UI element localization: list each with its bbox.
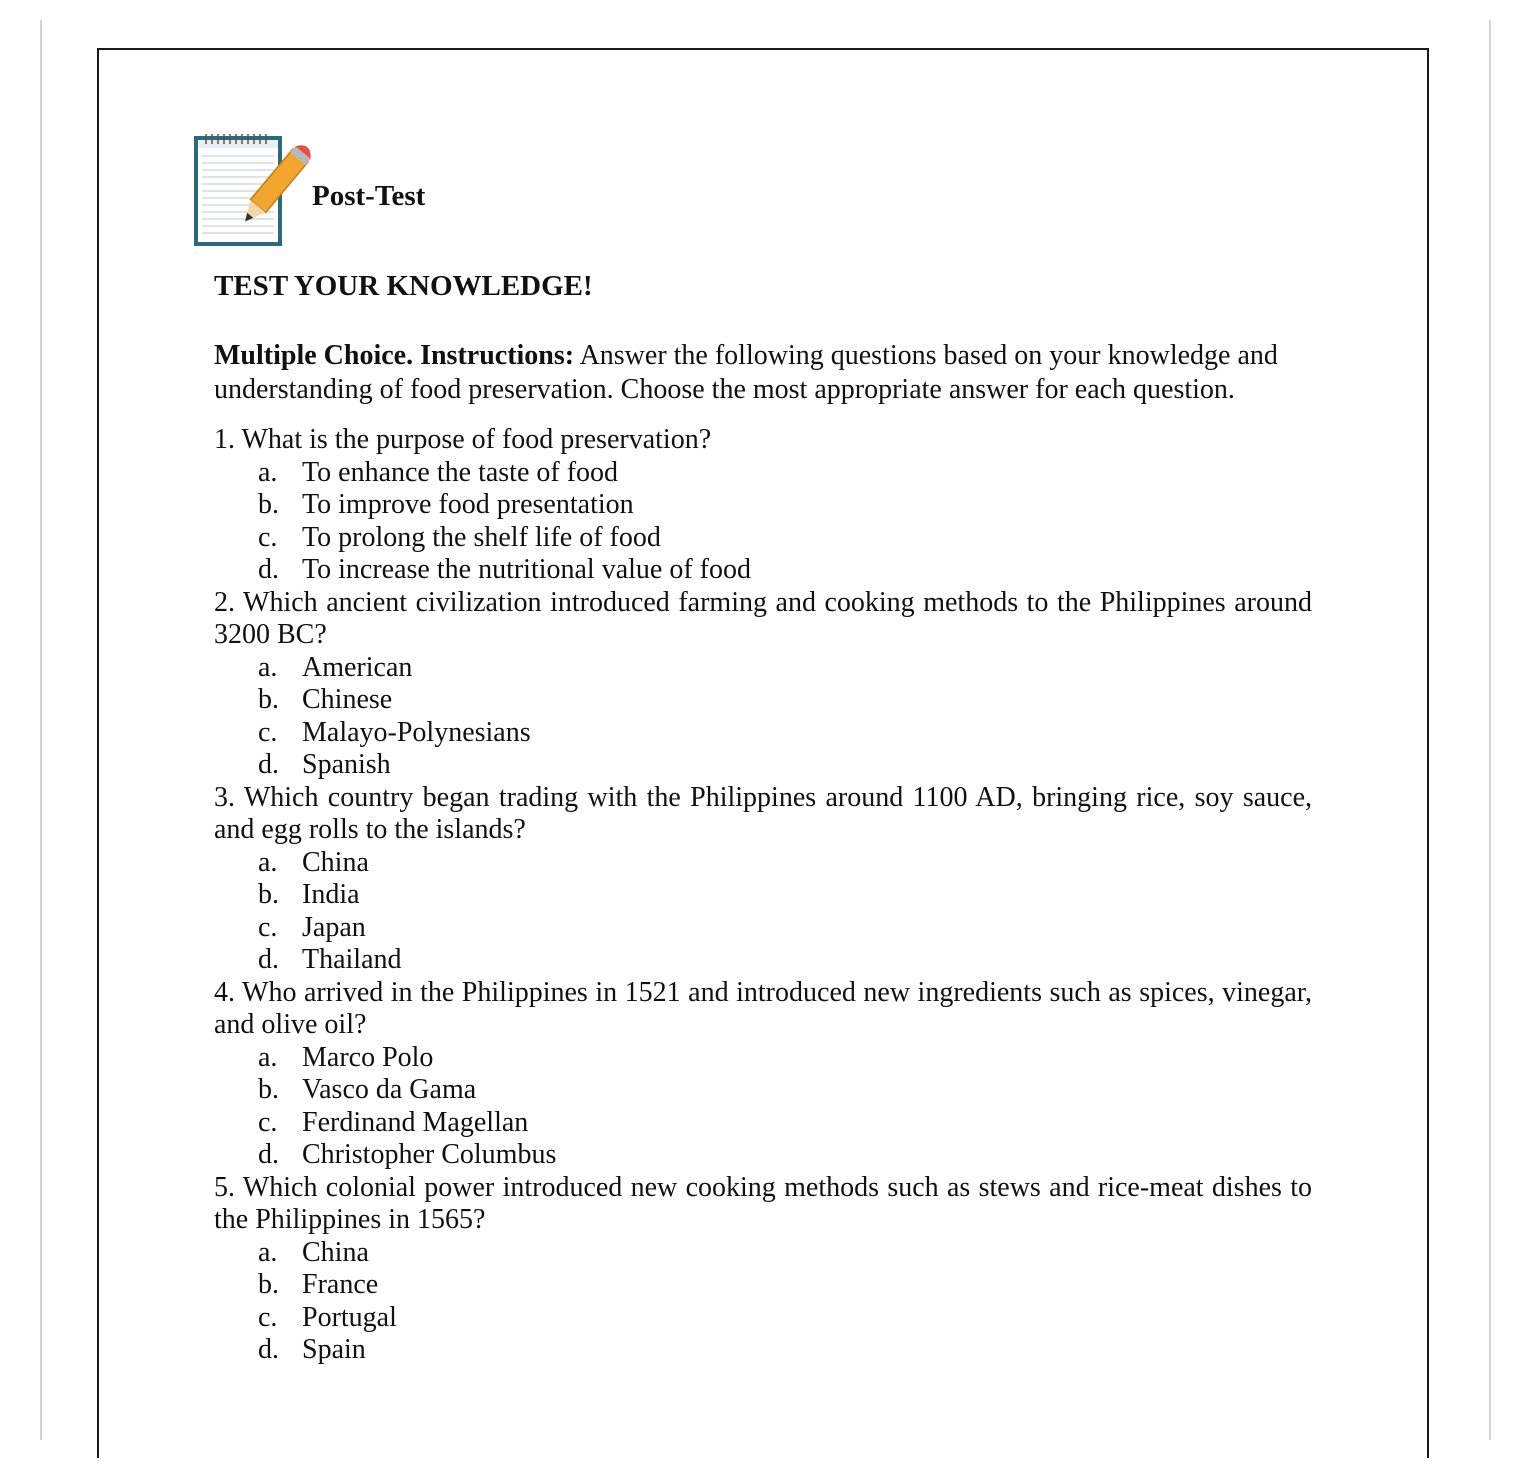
option-letter: c. [258, 1106, 278, 1138]
option-text: France [302, 1269, 379, 1300]
option-letter: b. [258, 1074, 279, 1105]
option-b [214, 489, 1312, 522]
option-a [214, 1237, 1312, 1270]
option-letter: a. [258, 1236, 278, 1268]
option-letter: b. [258, 684, 279, 715]
option-text: Portugal [302, 1301, 397, 1333]
question-text: 2. Which ancient civilization introduced farming and cooking methods to the Philippines around 3200 BC? [214, 586, 1312, 650]
question-4 [214, 977, 1312, 1172]
question-text: 4. Who arrived in the Philippines in 1521 and introduced new ingredients such as spices, vinegar, and olive oil? [214, 976, 1312, 1040]
question-2 [214, 587, 1312, 782]
option-b [214, 684, 1312, 717]
option-c [214, 522, 1312, 555]
option-letter: a. [258, 651, 278, 683]
option-text: American [302, 651, 413, 683]
option-text: Christopher Columbus [302, 1139, 557, 1170]
instructions-body: Answer the following questions based on your knowledge and understanding of food preservation. Choose the most appropriate answer for each question. [214, 340, 1278, 405]
question-text: 1. What is the purpose of food preservation? [214, 424, 712, 455]
instructions-paragraph [214, 339, 1312, 407]
option-letter: d. [258, 554, 279, 585]
question-1 [214, 424, 1312, 587]
option-c [214, 1302, 1312, 1335]
option-list [214, 1042, 1312, 1172]
question-text: 3. Which country began trading with the Philippines around 1100 AD, bringing rice, soy sauce, and egg rolls to the islands? [214, 781, 1312, 845]
option-d [214, 1139, 1312, 1172]
option-c [214, 1107, 1312, 1140]
option-letter: d. [258, 1334, 279, 1365]
option-c [214, 912, 1312, 945]
option-list [214, 847, 1312, 977]
option-text: Ferdinand Magellan [302, 1106, 529, 1138]
post-test-title: Post-Test [312, 180, 426, 212]
option-text: Japan [302, 911, 366, 943]
option-a [214, 652, 1312, 685]
test-content [214, 268, 1312, 1367]
option-d [214, 944, 1312, 977]
option-text: Marco Polo [302, 1041, 434, 1073]
option-text: China [302, 846, 369, 878]
option-letter: d. [258, 944, 279, 975]
option-b [214, 1269, 1312, 1302]
question-text: 5. Which colonial power introduced new cooking methods such as stews and rice-meat dishes to the Philippines in 1565? [214, 1171, 1312, 1235]
option-text: To increase the nutritional value of food [302, 554, 751, 585]
option-letter: a. [258, 1041, 278, 1073]
option-text: Spanish [302, 749, 391, 780]
option-text: Thailand [302, 944, 402, 975]
option-list [214, 457, 1312, 587]
option-text: To enhance the taste of food [302, 456, 619, 488]
option-b [214, 879, 1312, 912]
option-letter: b. [258, 1269, 279, 1300]
option-text: Vasco da Gama [302, 1074, 477, 1105]
post-test-header [194, 132, 594, 247]
option-a [214, 847, 1312, 880]
option-a [214, 457, 1312, 490]
option-letter: d. [258, 1139, 279, 1170]
option-list [214, 652, 1312, 782]
option-b [214, 1074, 1312, 1107]
instructions-lead: Multiple Choice. Instructions: [214, 340, 575, 371]
question-5 [214, 1172, 1312, 1367]
option-letter: b. [258, 489, 279, 520]
option-text: India [302, 879, 360, 910]
option-c [214, 717, 1312, 750]
option-text: To improve food presentation [302, 489, 634, 520]
option-letter: c. [258, 521, 278, 553]
option-text: China [302, 1236, 369, 1268]
option-d [214, 1334, 1312, 1367]
option-text: Spain [302, 1334, 366, 1365]
option-text: Malayo-Polynesians [302, 716, 531, 748]
option-text: To prolong the shelf life of food [302, 521, 661, 553]
section-title: TEST YOUR KNOWLEDGE! [214, 270, 593, 302]
notepad-pencil-icon [194, 132, 319, 247]
option-text: Chinese [302, 684, 393, 715]
question-3 [214, 782, 1312, 977]
option-letter: a. [258, 846, 278, 878]
option-d [214, 749, 1312, 782]
option-letter: a. [258, 456, 278, 488]
option-letter: d. [258, 749, 279, 780]
option-letter: b. [258, 879, 279, 910]
option-list [214, 1237, 1312, 1367]
option-letter: c. [258, 716, 278, 748]
option-letter: c. [258, 911, 278, 943]
option-a [214, 1042, 1312, 1075]
option-letter: c. [258, 1301, 278, 1333]
question-list [214, 424, 1312, 1367]
option-d [214, 554, 1312, 587]
